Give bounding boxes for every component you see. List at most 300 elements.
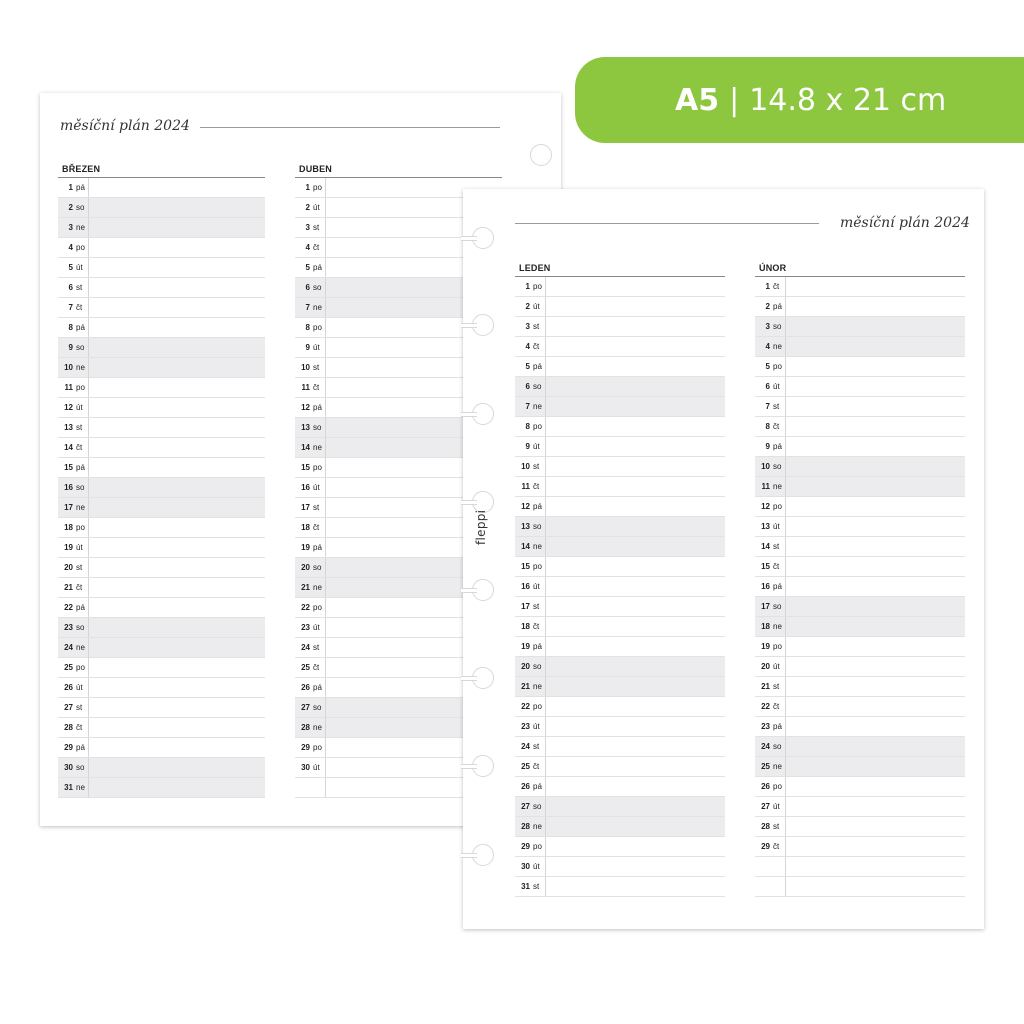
- day-label: [295, 698, 326, 717]
- day-number: 13: [521, 522, 530, 531]
- day-of-week: čt: [313, 243, 320, 252]
- day-number: 12: [64, 403, 73, 412]
- day-label: [295, 598, 326, 617]
- day-row: [58, 758, 265, 778]
- day-label: [755, 317, 786, 336]
- day-row: [515, 337, 725, 357]
- day-label: [58, 698, 89, 717]
- day-label: [58, 618, 89, 637]
- day-of-week: pá: [533, 362, 542, 371]
- day-label: [58, 678, 89, 697]
- day-label: [58, 778, 89, 797]
- day-row: [58, 258, 265, 278]
- day-label: [295, 198, 326, 217]
- day-of-week: čt: [76, 303, 83, 312]
- day-label: [58, 258, 89, 277]
- day-of-week: út: [313, 483, 320, 492]
- day-number: 25: [761, 762, 770, 771]
- day-label: [755, 857, 786, 876]
- day-row: [755, 357, 965, 377]
- day-label: [58, 638, 89, 657]
- day-of-week: pá: [773, 722, 782, 731]
- day-label: [58, 758, 89, 777]
- day-number: 26: [64, 683, 73, 692]
- day-of-week: po: [76, 663, 85, 672]
- day-of-week: čt: [313, 383, 320, 392]
- day-row: [515, 377, 725, 397]
- day-row: [755, 797, 965, 817]
- day-of-week: st: [533, 742, 540, 751]
- day-number: 12: [301, 403, 310, 412]
- day-label: [295, 758, 326, 777]
- day-number: 4: [765, 342, 770, 351]
- day-number: 24: [301, 643, 310, 652]
- day-number: 17: [761, 602, 770, 611]
- day-of-week: so: [533, 662, 542, 671]
- day-row: [58, 218, 265, 238]
- day-of-week: ne: [76, 643, 85, 652]
- day-of-week: po: [313, 603, 322, 612]
- day-number: 8: [765, 422, 770, 431]
- day-of-week: út: [773, 802, 780, 811]
- day-of-week: ne: [313, 583, 322, 592]
- badge-dimensions: 14.8 x 21 cm: [749, 82, 947, 118]
- day-label: [515, 577, 546, 596]
- day-row: [515, 437, 725, 457]
- day-label: [755, 297, 786, 316]
- day-number: 26: [761, 782, 770, 791]
- day-number: 16: [64, 483, 73, 492]
- day-label: [58, 358, 89, 377]
- day-label: [295, 298, 326, 317]
- day-of-week: út: [76, 403, 83, 412]
- day-label: [58, 558, 89, 577]
- day-row: [515, 837, 725, 857]
- day-row: [515, 557, 725, 577]
- day-row: [755, 837, 965, 857]
- day-of-week: čt: [76, 583, 83, 592]
- day-row: [515, 597, 725, 617]
- day-row: [58, 558, 265, 578]
- binder-slot: [461, 412, 477, 417]
- day-number: 10: [301, 363, 310, 372]
- day-label: [58, 398, 89, 417]
- day-number: 23: [521, 722, 530, 731]
- day-label: [515, 657, 546, 676]
- day-of-week: út: [773, 382, 780, 391]
- day-label: [58, 438, 89, 457]
- day-of-week: so: [76, 343, 85, 352]
- day-number: 4: [305, 243, 310, 252]
- day-row: [515, 797, 725, 817]
- day-row: [515, 417, 725, 437]
- day-number: 13: [761, 522, 770, 531]
- day-of-week: ne: [76, 223, 85, 232]
- day-label: [295, 778, 326, 797]
- day-label: [755, 277, 786, 296]
- day-label: [515, 337, 546, 356]
- day-of-week: so: [76, 203, 85, 212]
- day-row: [58, 458, 265, 478]
- day-label: [515, 477, 546, 496]
- day-number: 26: [301, 683, 310, 692]
- day-of-week: st: [313, 363, 320, 372]
- day-row: [755, 557, 965, 577]
- day-row: [515, 657, 725, 677]
- day-number: 13: [301, 423, 310, 432]
- month-name: LEDEN: [515, 260, 725, 277]
- day-of-week: ne: [773, 622, 782, 631]
- day-number: 16: [761, 582, 770, 591]
- day-of-week: čt: [313, 663, 320, 672]
- page-title: měsíční plán 2024: [60, 118, 190, 134]
- month-column-february: [755, 260, 965, 897]
- day-label: [755, 357, 786, 376]
- day-row: [515, 637, 725, 657]
- day-label: [295, 278, 326, 297]
- day-row: [58, 618, 265, 638]
- day-row: [515, 317, 725, 337]
- day-of-week: čt: [773, 562, 780, 571]
- month-name: ÚNOR: [755, 260, 965, 277]
- day-row: [755, 417, 965, 437]
- day-row: [515, 397, 725, 417]
- day-label: [295, 478, 326, 497]
- day-of-week: út: [773, 662, 780, 671]
- day-of-week: ne: [313, 723, 322, 732]
- day-label: [755, 777, 786, 796]
- day-of-week: út: [533, 722, 540, 731]
- day-row: [755, 857, 965, 877]
- day-label: [515, 857, 546, 876]
- day-number: 28: [64, 723, 73, 732]
- day-of-week: čt: [533, 762, 540, 771]
- day-of-week: st: [773, 822, 780, 831]
- day-label: [58, 318, 89, 337]
- day-label: [58, 278, 89, 297]
- day-number: 19: [301, 543, 310, 552]
- day-of-week: so: [773, 742, 782, 751]
- day-row: [515, 777, 725, 797]
- day-label: [515, 697, 546, 716]
- day-label: [58, 478, 89, 497]
- day-label: [58, 198, 89, 217]
- day-label: [515, 557, 546, 576]
- day-of-week: po: [76, 243, 85, 252]
- day-number: 14: [521, 542, 530, 551]
- day-label: [58, 578, 89, 597]
- day-row: [755, 657, 965, 677]
- day-label: [295, 398, 326, 417]
- day-number: 21: [301, 583, 310, 592]
- day-label: [755, 737, 786, 756]
- month-name: DUBEN: [295, 161, 502, 178]
- day-label: [755, 677, 786, 696]
- day-label: [755, 717, 786, 736]
- day-number: 25: [301, 663, 310, 672]
- day-number: 30: [521, 862, 530, 871]
- size-badge: [575, 57, 1024, 143]
- day-row: [58, 638, 265, 658]
- day-row: [755, 277, 965, 297]
- day-number: 1: [68, 183, 73, 192]
- day-number: 3: [305, 223, 310, 232]
- day-number: 23: [64, 623, 73, 632]
- brand-logo: fleppi: [474, 509, 488, 545]
- day-number: 6: [765, 382, 770, 391]
- day-number: 2: [765, 302, 770, 311]
- day-of-week: pá: [313, 263, 322, 272]
- day-row: [58, 478, 265, 498]
- day-label: [515, 437, 546, 456]
- day-label: [515, 277, 546, 296]
- day-label: [515, 617, 546, 636]
- day-label: [755, 757, 786, 776]
- day-label: [295, 518, 326, 537]
- day-of-week: st: [533, 602, 540, 611]
- day-label: [515, 797, 546, 816]
- day-row: [58, 298, 265, 318]
- day-number: 2: [305, 203, 310, 212]
- day-number: 11: [761, 482, 770, 491]
- day-number: 16: [521, 582, 530, 591]
- day-of-week: pá: [76, 743, 85, 752]
- day-label: [295, 418, 326, 437]
- day-of-week: so: [313, 563, 322, 572]
- day-label: [58, 518, 89, 537]
- day-of-week: so: [533, 522, 542, 531]
- day-label: [58, 418, 89, 437]
- day-row: [515, 857, 725, 877]
- day-of-week: so: [773, 322, 782, 331]
- day-label: [295, 738, 326, 757]
- day-label: [755, 537, 786, 556]
- day-row: [58, 578, 265, 598]
- day-of-week: pá: [76, 463, 85, 472]
- day-row: [755, 397, 965, 417]
- badge-separator: |: [729, 82, 740, 118]
- day-number: 17: [64, 503, 73, 512]
- day-number: 12: [521, 502, 530, 511]
- day-of-week: po: [313, 743, 322, 752]
- day-label: [295, 258, 326, 277]
- day-row: [58, 738, 265, 758]
- day-of-week: ne: [533, 402, 542, 411]
- day-row: [515, 517, 725, 537]
- day-number: 23: [761, 722, 770, 731]
- day-of-week: st: [76, 563, 83, 572]
- day-row: [515, 457, 725, 477]
- day-label: [755, 657, 786, 676]
- day-number: 5: [305, 263, 310, 272]
- day-number: 18: [761, 622, 770, 631]
- day-of-week: pá: [313, 683, 322, 692]
- day-row: [58, 498, 265, 518]
- day-label: [755, 577, 786, 596]
- day-label: [515, 357, 546, 376]
- day-number: 4: [68, 243, 73, 252]
- day-of-week: po: [773, 502, 782, 511]
- day-label: [755, 417, 786, 436]
- day-row: [58, 718, 265, 738]
- day-of-week: so: [533, 802, 542, 811]
- day-label: [58, 658, 89, 677]
- day-row: [58, 518, 265, 538]
- day-label: [515, 417, 546, 436]
- day-label: [58, 298, 89, 317]
- day-of-week: ne: [313, 303, 322, 312]
- day-of-week: st: [313, 503, 320, 512]
- day-number: 30: [64, 763, 73, 772]
- day-number: 12: [761, 502, 770, 511]
- day-of-week: ne: [76, 503, 85, 512]
- day-label: [295, 218, 326, 237]
- day-number: 19: [64, 543, 73, 552]
- day-of-week: so: [313, 703, 322, 712]
- day-row: [58, 318, 265, 338]
- day-label: [58, 218, 89, 237]
- day-number: 25: [521, 762, 530, 771]
- day-row: [755, 597, 965, 617]
- day-row: [58, 418, 265, 438]
- day-number: 9: [765, 442, 770, 451]
- day-of-week: st: [76, 423, 83, 432]
- binder-slot: [461, 764, 477, 769]
- day-of-week: čt: [313, 523, 320, 532]
- day-of-week: po: [313, 323, 322, 332]
- day-of-week: so: [313, 423, 322, 432]
- day-number: 29: [301, 743, 310, 752]
- day-of-week: pá: [533, 642, 542, 651]
- day-label: [515, 377, 546, 396]
- day-number: 18: [301, 523, 310, 532]
- title-rule: [515, 223, 819, 224]
- day-of-week: út: [76, 543, 83, 552]
- day-number: 11: [521, 482, 530, 491]
- day-label: [295, 618, 326, 637]
- day-label: [295, 658, 326, 677]
- day-of-week: út: [533, 302, 540, 311]
- day-of-week: pá: [76, 323, 85, 332]
- day-label: [295, 178, 326, 197]
- day-of-week: po: [773, 642, 782, 651]
- day-of-week: út: [76, 263, 83, 272]
- day-number: 11: [301, 383, 310, 392]
- day-number: 10: [521, 462, 530, 471]
- day-number: 27: [301, 703, 310, 712]
- day-row: [58, 278, 265, 298]
- day-of-week: st: [773, 402, 780, 411]
- day-of-week: čt: [533, 622, 540, 631]
- day-label: [755, 557, 786, 576]
- day-of-week: po: [773, 362, 782, 371]
- day-label: [295, 638, 326, 657]
- day-number: 5: [765, 362, 770, 371]
- day-number: 8: [305, 323, 310, 332]
- day-label: [755, 337, 786, 356]
- day-label: [295, 458, 326, 477]
- day-of-week: so: [76, 623, 85, 632]
- day-number: 21: [64, 583, 73, 592]
- day-row: [755, 757, 965, 777]
- day-label: [515, 677, 546, 696]
- day-of-week: čt: [773, 842, 780, 851]
- day-label: [295, 498, 326, 517]
- day-row: [755, 337, 965, 357]
- day-row: [755, 317, 965, 337]
- badge-size: A5: [675, 82, 720, 118]
- day-row: [755, 297, 965, 317]
- day-number: 7: [765, 402, 770, 411]
- day-label: [515, 317, 546, 336]
- day-number: 23: [301, 623, 310, 632]
- day-label: [755, 877, 786, 896]
- day-row: [755, 817, 965, 837]
- front-planner-page: [463, 189, 984, 929]
- binder-slot: [461, 853, 477, 858]
- day-label: [515, 537, 546, 556]
- month-column-january: [515, 260, 725, 897]
- day-of-week: po: [533, 562, 542, 571]
- day-label: [755, 457, 786, 476]
- day-label: [58, 338, 89, 357]
- day-row: [515, 297, 725, 317]
- day-of-week: st: [533, 462, 540, 471]
- day-of-week: pá: [533, 502, 542, 511]
- day-row: [515, 617, 725, 637]
- day-of-week: pá: [533, 782, 542, 791]
- day-number: 18: [521, 622, 530, 631]
- day-number: 21: [761, 682, 770, 691]
- day-label: [295, 358, 326, 377]
- day-number: 28: [761, 822, 770, 831]
- binder-slot: [461, 236, 477, 241]
- day-of-week: čt: [773, 702, 780, 711]
- day-number: 24: [521, 742, 530, 751]
- day-row: [515, 577, 725, 597]
- day-of-week: ne: [313, 443, 322, 452]
- day-of-week: pá: [773, 302, 782, 311]
- day-row: [755, 617, 965, 637]
- day-row: [755, 777, 965, 797]
- day-number: 20: [761, 662, 770, 671]
- day-of-week: út: [76, 683, 83, 692]
- day-of-week: út: [533, 862, 540, 871]
- day-row: [515, 537, 725, 557]
- day-label: [58, 378, 89, 397]
- day-row: [515, 757, 725, 777]
- day-label: [295, 538, 326, 557]
- day-number: 22: [64, 603, 73, 612]
- day-number: 31: [64, 783, 73, 792]
- day-number: 14: [761, 542, 770, 551]
- day-label: [515, 397, 546, 416]
- day-row: [755, 717, 965, 737]
- day-row: [755, 637, 965, 657]
- binder-slot: [461, 500, 477, 505]
- day-of-week: so: [533, 382, 542, 391]
- day-label: [295, 718, 326, 737]
- day-label: [755, 797, 786, 816]
- day-of-week: pá: [76, 183, 85, 192]
- day-row: [755, 737, 965, 757]
- day-number: 2: [525, 302, 530, 311]
- day-label: [58, 498, 89, 517]
- day-row: [58, 698, 265, 718]
- binder-slot: [461, 588, 477, 593]
- day-number: 6: [525, 382, 530, 391]
- day-of-week: po: [533, 702, 542, 711]
